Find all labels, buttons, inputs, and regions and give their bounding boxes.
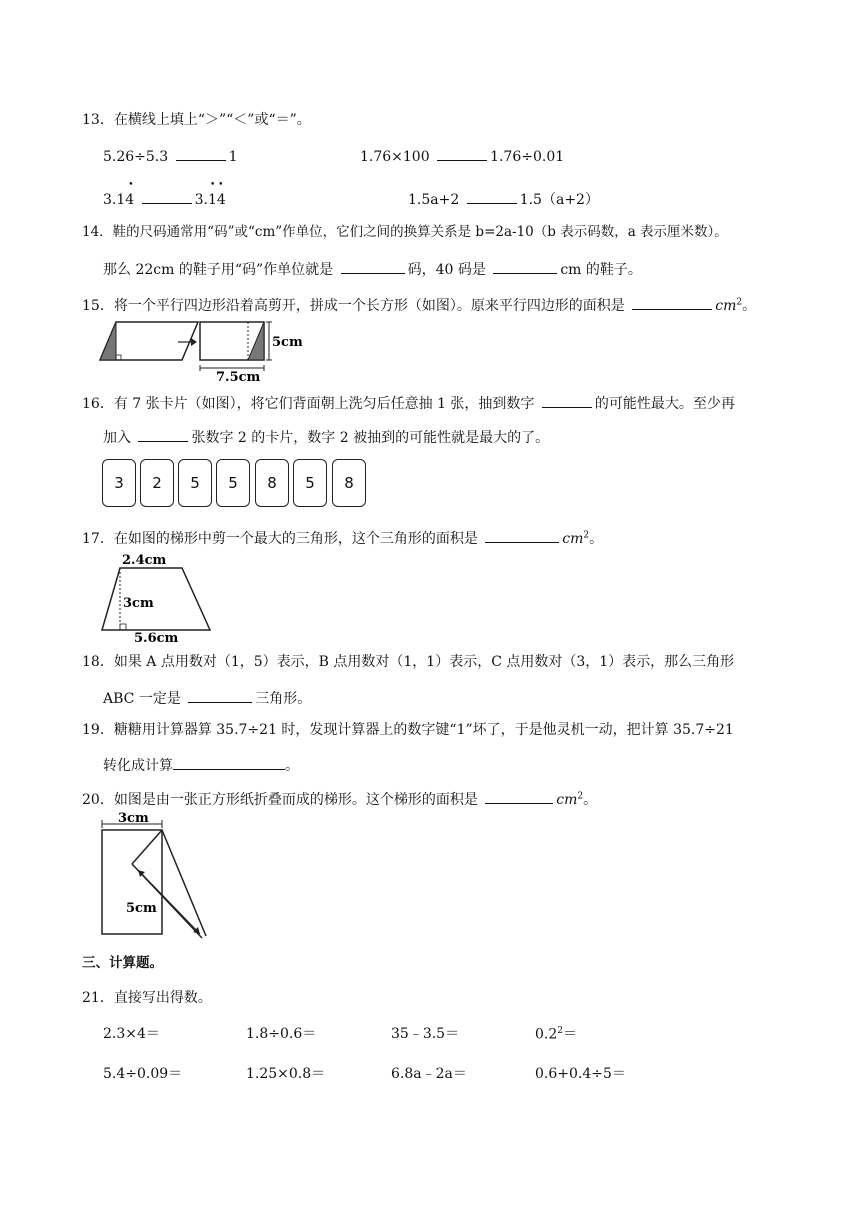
q16-text-c: 加入 — [103, 430, 131, 446]
q15-unit-sup: 2 — [736, 297, 743, 308]
repeating-dot-icon: • — [128, 180, 134, 190]
q18-text-b: 三角形。 — [255, 691, 312, 707]
q18-line1: 18．如果 A 点用数对（1，5）表示，B 点用数对（1，1）表示，C 点用数对（3，1）表示，那么三角形 — [82, 654, 735, 670]
q17-stem-line — [82, 529, 603, 546]
arrow-right-icon — [178, 338, 197, 346]
trapezoid-shape — [102, 568, 210, 630]
q15-figure — [98, 318, 308, 384]
section-3-heading: 三、计算题。 — [82, 955, 163, 971]
q15-stem-line — [82, 296, 756, 313]
q21-r1-c4-end: ＝ — [563, 1026, 577, 1043]
q17-top-label: 2.4cm — [122, 553, 167, 568]
q15-base-label: 7.5cm — [216, 370, 261, 384]
q20-figure — [96, 812, 212, 944]
q17-bottom-label: 5.6cm — [134, 631, 179, 644]
q13-d-blank[interactable] — [467, 190, 517, 204]
q13-d-left: 1.5a+2 — [408, 192, 460, 208]
q19-line1: 19．糖糖用计算器算 35.7÷21 时，发现计算器上的数字键“1”坏了，于是他灵机一动，把计算 35.7÷21 — [82, 722, 734, 738]
q14-text-c: cm 的鞋子。 — [560, 262, 642, 278]
q15-end: 。 — [742, 298, 757, 314]
q21-r1-c1: 2.3×4＝ — [103, 1026, 160, 1042]
q21-stem: 21．直接写出得数。 — [82, 990, 212, 1006]
q16-text-b: 的可能性最大。至少再 — [594, 396, 735, 412]
q15-blank[interactable] — [632, 296, 712, 310]
card-2: 2 — [140, 459, 174, 507]
q13-a-left: 5.26÷5.3 — [103, 149, 169, 165]
q19-blank[interactable] — [173, 756, 285, 770]
q17-blank[interactable] — [485, 529, 559, 543]
q21-r1-c4-sup: 2 — [557, 1026, 563, 1036]
q15-height-label: 5cm — [272, 335, 303, 350]
q13-item-c — [103, 180, 226, 208]
q17-unit-sup: 2 — [583, 530, 590, 541]
q21-r2-c4: 0.6+0.4÷5＝ — [535, 1066, 626, 1082]
card-6: 5 — [293, 459, 327, 507]
card-5: 8 — [255, 459, 289, 507]
q14-blank-2[interactable] — [493, 260, 557, 274]
q13-b-blank[interactable] — [437, 147, 487, 161]
q19-text-b: 。 — [285, 758, 299, 774]
q18-blank[interactable] — [188, 689, 252, 703]
q18-line2 — [103, 689, 311, 706]
q19-text-a: 转化成计算 — [103, 758, 173, 774]
card-7: 8 — [332, 459, 366, 507]
q13-a-blank[interactable] — [176, 147, 226, 161]
q14-line1: 14．鞋的尺码通常用“码”或“cm”作单位，它们之间的换算关系是 b=2a-10（b 表示码数，a 表示厘米数）。 — [82, 224, 728, 240]
q14-line2 — [103, 260, 642, 277]
q20-top-label: 3cm — [118, 812, 149, 826]
q13-d-right: 1.5（a+2） — [519, 192, 599, 208]
q20-stem: 20．如图是由一张正方形纸折叠而成的梯形。这个梯形的面积是 — [82, 792, 478, 808]
q20-stem-line — [82, 790, 597, 807]
q16-text-d: 张数字 2 的卡片，数字 2 被抽到的可能性就是最大的了。 — [191, 430, 550, 446]
folded-trapezoid-shape — [102, 830, 162, 934]
q13-b-right: 1.76÷0.01 — [490, 149, 565, 165]
q13-c-blank[interactable] — [142, 190, 192, 204]
q15-stem: 15．将一个平行四边形沿着高剪开，拼成一个长方形（如图）。原来平行四边形的面积是 — [82, 298, 625, 314]
q21-r2-c2: 1.25×0.8＝ — [246, 1066, 326, 1082]
q21-r1-c3: 35﹣3.5＝ — [391, 1026, 460, 1042]
q21-r1-c4-base: 0.2 — [535, 1026, 558, 1043]
q17-height-label: 3cm — [123, 596, 154, 611]
q14-text-b: 码，40 码是 — [407, 262, 486, 278]
q13-c-right-digits: 14 — [208, 192, 226, 208]
q13-c-left: 3.1 — [103, 192, 126, 208]
cut-triangle-shape — [100, 322, 116, 360]
q13-a-right: 1 — [228, 149, 238, 165]
moved-triangle-shape — [248, 322, 264, 360]
q20-diag-label: 5cm — [126, 901, 157, 916]
card-1: 3 — [102, 459, 136, 507]
q20-end: 。 — [583, 792, 598, 808]
q15-unit: cm — [715, 298, 737, 314]
q21-r1-c2: 1.8÷0.6＝ — [246, 1026, 317, 1042]
q16-line2 — [103, 428, 549, 445]
q21-r1-c4 — [535, 1027, 577, 1042]
q14-blank-1[interactable] — [341, 260, 405, 274]
repeating-dots-icon: • • — [210, 180, 224, 190]
q17-unit: cm — [562, 531, 584, 547]
q13-item-b — [360, 147, 564, 164]
q13-stem: 13．在横线上填上“＞”“＜”或“＝”。 — [82, 112, 311, 128]
q13-c-right: 3. — [194, 192, 208, 208]
q17-stem: 17．在如图的梯形中剪一个最大的三角形，这个三角形的面积是 — [82, 531, 478, 547]
q14-text-a: 那么 22cm 的鞋子用“码”作单位就是 — [103, 262, 334, 278]
q17-end: 。 — [589, 531, 604, 547]
q13-item-a — [103, 147, 238, 164]
q16-text-a: 16．有 7 张卡片（如图），将它们背面朝上洗匀后任意抽 1 张，抽到数字 — [82, 396, 535, 412]
q20-unit: cm — [556, 792, 578, 808]
q17-figure — [98, 550, 214, 644]
q13-c-left-digits: 4 — [125, 192, 135, 208]
q20-unit-sup: 2 — [577, 791, 584, 802]
card-4: 5 — [216, 459, 250, 507]
card-3: 5 — [178, 459, 212, 507]
q21-r2-c3: 6.8a﹣2a＝ — [391, 1066, 467, 1082]
q20-blank[interactable] — [485, 790, 553, 804]
q13-b-left: 1.76×100 — [360, 149, 430, 165]
q16-line1 — [82, 394, 735, 411]
q19-line2 — [103, 756, 299, 773]
q13-item-d — [408, 190, 599, 207]
q18-text-a: ABC 一定是 — [103, 691, 181, 707]
q16-blank-1[interactable] — [542, 394, 592, 408]
q16-blank-2[interactable] — [138, 428, 188, 442]
q21-r2-c1: 5.4÷0.09＝ — [103, 1066, 183, 1082]
